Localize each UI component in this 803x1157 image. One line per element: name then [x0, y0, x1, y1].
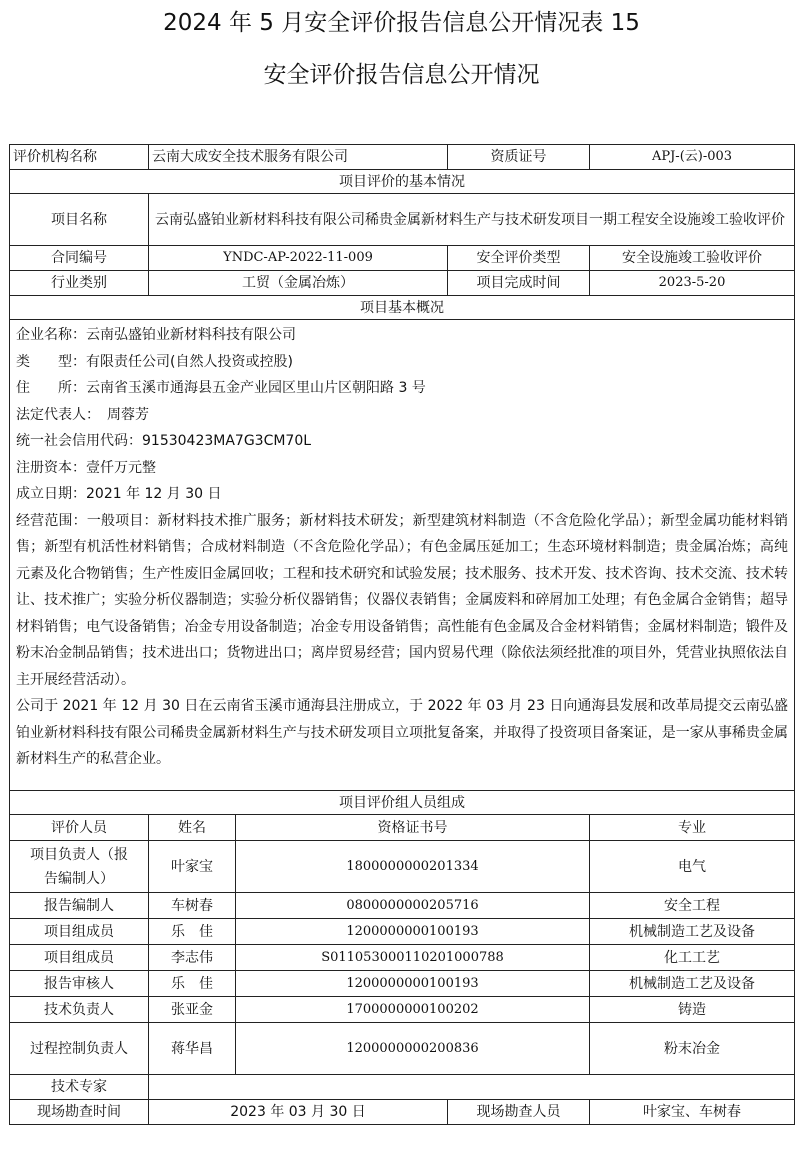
org-row — [10, 145, 795, 170]
overview-body — [10, 320, 795, 791]
industry-row — [10, 271, 795, 296]
member-name: 李志伟 — [149, 945, 236, 971]
col-header-cert: 资格证书号 — [236, 815, 590, 841]
member-role: 项目组成员 — [10, 945, 149, 971]
survey-people-label: 现场勘查人员 — [448, 1100, 590, 1125]
team-header-row — [10, 815, 795, 841]
overview-heading: 项目基本概况 — [10, 296, 795, 320]
member-major: 机械制造工艺及设备 — [590, 971, 795, 997]
member-major: 机械制造工艺及设备 — [590, 919, 795, 945]
member-cert: 1200000000200836 — [236, 1023, 590, 1075]
member-cert: 1200000000100193 — [236, 919, 590, 945]
expert-label: 技术专家 — [10, 1075, 149, 1100]
finish-label: 项目完成时间 — [448, 271, 590, 296]
overview-row — [10, 320, 795, 791]
member-role: 过程控制负责人 — [10, 1023, 149, 1075]
capital-line: 注册资本：壹仟万元整 — [16, 459, 156, 476]
eval-type-label: 安全评价类型 — [448, 246, 590, 271]
contract-label: 合同编号 — [10, 246, 149, 271]
member-major: 电气 — [590, 841, 795, 893]
table-row — [10, 945, 795, 971]
col-header-role: 评价人员 — [10, 815, 149, 841]
member-major: 化工工艺 — [590, 945, 795, 971]
disclosure-table — [9, 144, 795, 1125]
cert-value: APJ-(云)-003 — [590, 145, 795, 170]
company-address-line: 住 所：云南省玉溪市通海县五金产业园区里山片区朝阳路 3 号 — [16, 380, 426, 396]
member-name: 车树春 — [149, 893, 236, 919]
member-cert: 1700000000100202 — [236, 997, 590, 1023]
member-major: 安全工程 — [590, 893, 795, 919]
contract-value: YNDC-AP-2022-11-009 — [149, 246, 448, 271]
credit-code-line: 统一社会信用代码：91530423MA7G3CM70L — [16, 433, 312, 449]
table-row — [10, 893, 795, 919]
member-role: 项目负责人（报告编制人） — [10, 841, 149, 893]
team-heading: 项目评价组人员组成 — [10, 791, 795, 815]
finish-value: 2023-5-20 — [590, 271, 795, 296]
member-name: 乐 佳 — [149, 919, 236, 945]
member-role: 报告编制人 — [10, 893, 149, 919]
legal-rep-line: 法定代表人： 周蓉芳 — [16, 406, 149, 423]
member-name: 张亚金 — [149, 997, 236, 1023]
member-cert: 1200000000100193 — [236, 971, 590, 997]
org-label: 评价机构名称 — [10, 145, 149, 170]
member-name: 叶家宝 — [149, 841, 236, 893]
project-label: 项目名称 — [10, 194, 149, 246]
table-row — [10, 1023, 795, 1075]
cert-label: 资质证号 — [448, 145, 590, 170]
document-subtitle: 安全评价报告信息公开情况 — [263, 62, 540, 88]
survey-people-value: 叶家宝、车树春 — [590, 1100, 795, 1125]
document-title: 2024 年 5 月安全评价报告信息公开情况表 15 — [163, 10, 640, 36]
member-cert: 0800000000205716 — [236, 893, 590, 919]
member-name: 乐 佳 — [149, 971, 236, 997]
eval-type-value: 安全设施竣工验收评价 — [590, 246, 795, 271]
member-cert: 1800000000201334 — [236, 841, 590, 893]
survey-time-label: 现场勘查时间 — [10, 1100, 149, 1125]
project-value: 云南弘盛铂业新材料科技有限公司稀贵金属新材料生产与技术研发项目一期工程安全设施竣工验收评价 — [149, 194, 795, 246]
col-header-name: 姓名 — [149, 815, 236, 841]
member-major: 粉末冶金 — [590, 1023, 795, 1075]
member-cert: S011053000110201000788 — [236, 945, 590, 971]
contract-row — [10, 246, 795, 271]
expert-value — [149, 1075, 795, 1100]
table-row — [10, 971, 795, 997]
founded-line: 成立日期：2021 年 12 月 30 日 — [16, 486, 222, 502]
member-major: 铸造 — [590, 997, 795, 1023]
table-row — [10, 997, 795, 1023]
business-scope: 经营范围：一般项目：新材料技术推广服务；新材料技术研发；新型建筑材料制造（不含危险化学品）；新型金属功能材料销售；新型有机活性材料销售；合成材料制造（不含危险化学品）；有色金属压延加工；生态环境材料制造；贵金属冶炼；高纯元素及化合物销售；生产性废旧金属回收；工程和技术研究和试验发展；技术服务、技术开发、技术咨询、技术交流、技术转让、技术推广；实验分析仪器制造；实验分析仪器销售；仪器仪表销售；金属废料和碎屑加工处理；有色金属合金销售；超导材料销售；电气设备销售；冶金专用设备制造；冶金专用设备销售；高性能有色金属及合金材料销售；金属材料制造；锻件及粉末冶金制品销售；技术进出口；货物进出口；离岸贸易经营；国内贸易代理（除依法须经批准的项目外，凭营业执照依法自主开展经营活动）。 — [16, 512, 788, 688]
industry-value: 工贸（金属冶炼） — [149, 271, 448, 296]
col-header-major: 专业 — [590, 815, 795, 841]
company-summary: 公司于 2021 年 12 月 30 日在云南省玉溪市通海县注册成立，于 2022 年 03 月 23 日向通海县发展和改革局提交云南弘盛铂业新材料科技有限公司稀贵金属新材料生产与技术研发项目立项批复备案，并取得了投资项目备案证，是一家从事稀贵金属新材料生产的私营企业。 — [16, 698, 788, 767]
org-value: 云南大成安全技术服务有限公司 — [149, 145, 448, 170]
member-role: 项目组成员 — [10, 919, 149, 945]
member-name: 蒋华昌 — [149, 1023, 236, 1075]
table-row — [10, 919, 795, 945]
company-type-line: 类 型：有限责任公司(自然人投资或控股) — [16, 353, 293, 370]
expert-row — [10, 1075, 795, 1100]
basic-heading: 项目评价的基本情况 — [10, 170, 795, 194]
survey-time-value: 2023 年 03 月 30 日 — [149, 1100, 448, 1125]
table-row — [10, 841, 795, 893]
project-row — [10, 194, 795, 246]
member-role: 报告审核人 — [10, 971, 149, 997]
survey-row — [10, 1100, 795, 1125]
industry-label: 行业类别 — [10, 271, 149, 296]
company-name-line: 企业名称：云南弘盛铂业新材料科技有限公司 — [16, 327, 296, 343]
member-role: 技术负责人 — [10, 997, 149, 1023]
